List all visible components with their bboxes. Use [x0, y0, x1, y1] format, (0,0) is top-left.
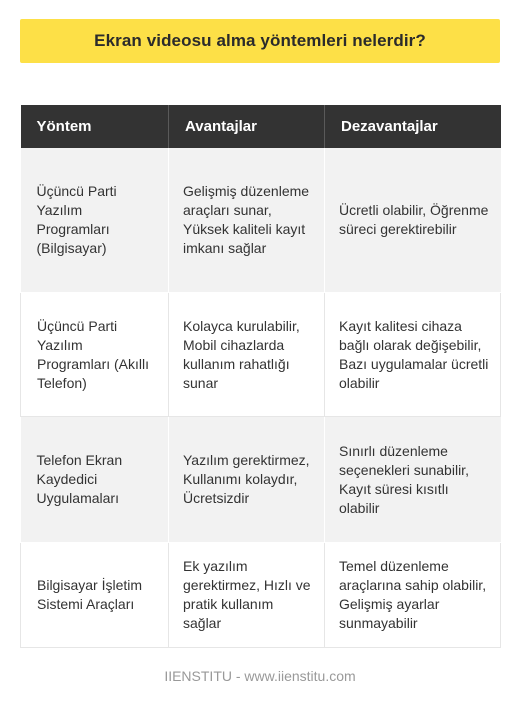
- title-banner: [20, 19, 500, 63]
- table-body: [21, 148, 501, 648]
- cell-disadvantages: Kayıt kalitesi cihaza bağlı olarak değişebilir, Bazı uygulamalar ücretli olabilir: [325, 293, 501, 417]
- methods-table: [20, 105, 501, 648]
- cell-disadvantages: Sınırlı düzenleme seçenekleri sunabilir, Kayıt süresi kısıtlı olabilir: [325, 417, 501, 543]
- cell-advantages: Ek yazılım gerektirmez, Hızlı ve pratik kullanım sağlar: [169, 543, 325, 648]
- table-row: [21, 417, 501, 543]
- cell-disadvantages: Ücretli olabilir, Öğrenme süreci gerektirebilir: [325, 148, 501, 293]
- cell-method: Bilgisayar İşletim Sistemi Araçları: [21, 543, 169, 648]
- header-method: Yöntem: [21, 105, 169, 148]
- cell-method: Üçüncü Parti Yazılım Programları (Akıllı Telefon): [21, 293, 169, 417]
- cell-advantages: Kolayca kurulabilir, Mobil cihazlarda kullanım rahatlığı sunar: [169, 293, 325, 417]
- footer-credit: IIENSTITU - www.iienstitu.com: [164, 668, 356, 684]
- cell-disadvantages: Temel düzenleme araçlarına sahip olabilir, Gelişmiş ayarlar sunmayabilir: [325, 543, 501, 648]
- cell-advantages: Yazılım gerektirmez, Kullanımı kolaydır, Ücretsizdir: [169, 417, 325, 543]
- cell-method: Telefon Ekran Kaydedici Uygulamaları: [21, 417, 169, 543]
- header-disadvantages: Dezavantajlar: [325, 105, 501, 148]
- table-row: [21, 543, 501, 648]
- page-title: Ekran videosu alma yöntemleri nelerdir?: [94, 31, 426, 50]
- table-row: [21, 148, 501, 293]
- table-header: [21, 105, 501, 148]
- table-row: [21, 293, 501, 417]
- cell-method: Üçüncü Parti Yazılım Programları (Bilgisayar): [21, 148, 169, 293]
- cell-advantages: Gelişmiş düzenleme araçları sunar, Yüksek kaliteli kayıt imkanı sağlar: [169, 148, 325, 293]
- header-row: [21, 105, 501, 148]
- header-advantages: Avantajlar: [169, 105, 325, 148]
